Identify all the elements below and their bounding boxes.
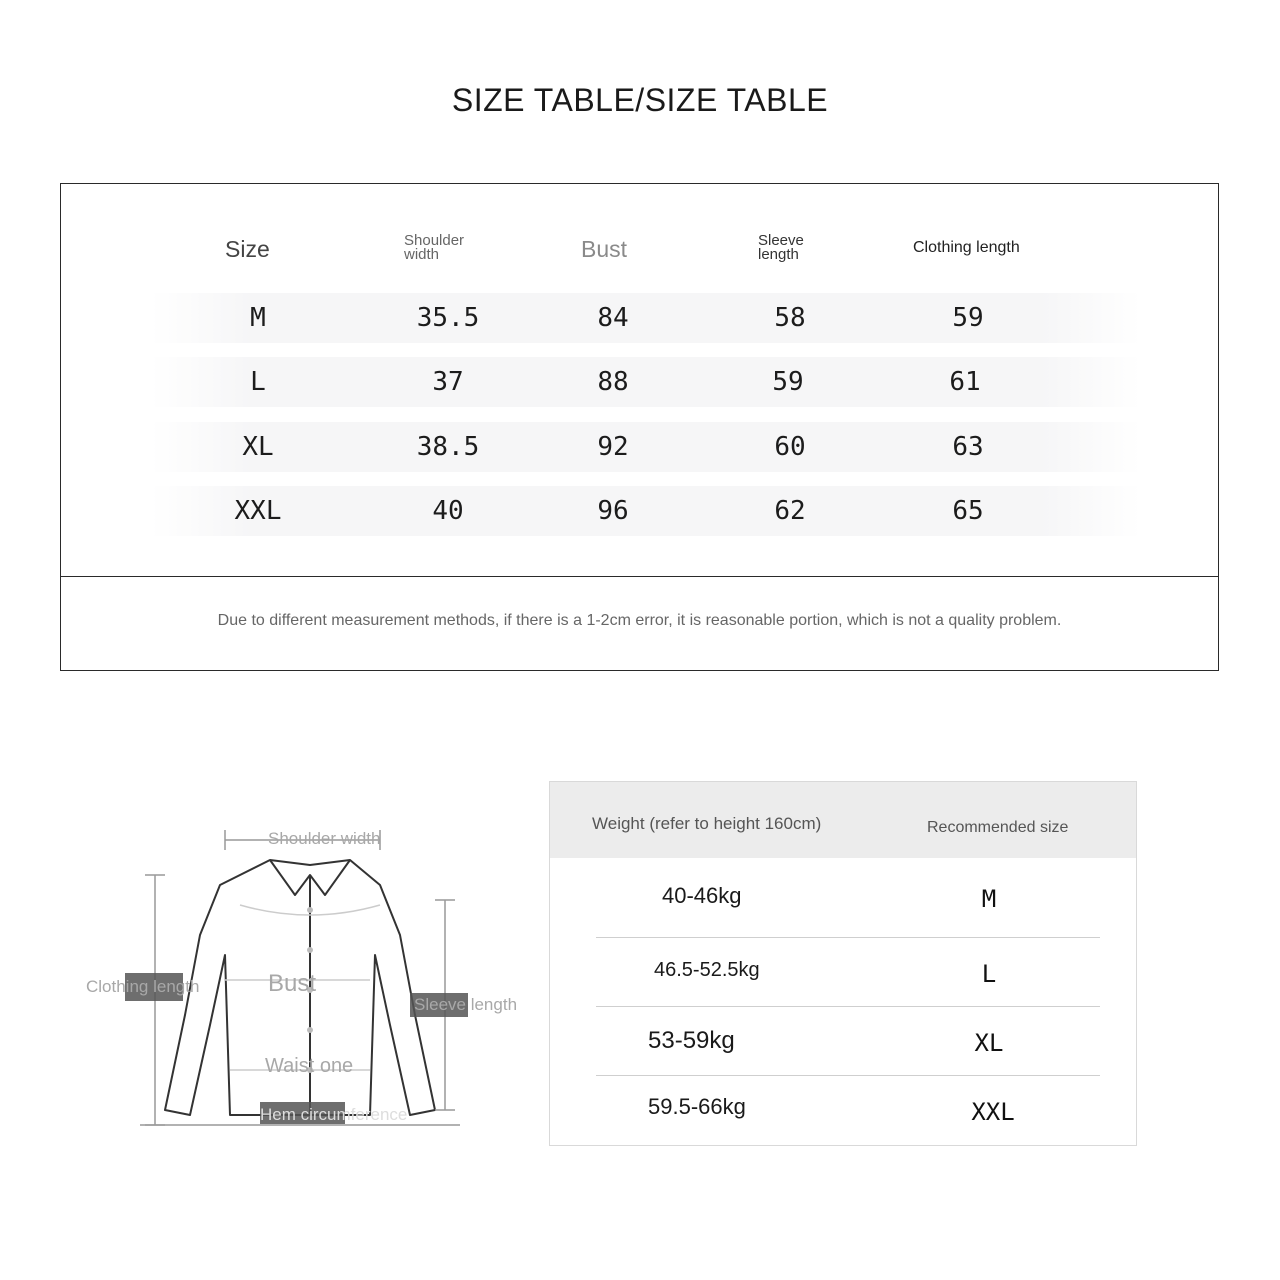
recommendation-header	[550, 782, 1136, 858]
cell-shoulder: 35.5	[416, 303, 480, 333]
measurement-note: Due to different measurement methods, if there is a 1-2cm error, it is reasonable portion, which is not a quality problem.	[217, 612, 1062, 629]
table-row	[151, 293, 1141, 343]
table-divider	[61, 576, 1218, 577]
cell-shoulder: 38.5	[416, 432, 480, 462]
diagram-label-clothing-length: Clothing length	[86, 977, 200, 996]
cell-bust: 92	[597, 432, 629, 462]
recommended-size: XXL	[971, 1098, 1015, 1126]
recommendation-row	[596, 938, 1100, 1007]
page-title: SIZE TABLE/SIZE TABLE	[451, 82, 829, 118]
weight-range: 46.5-52.5kg	[654, 959, 760, 981]
cell-size: XL	[242, 432, 274, 462]
recommendation-row	[596, 1007, 1100, 1076]
diagram-label-shoulder-width: Shoulder width	[268, 829, 381, 848]
header-weight: Weight (refer to height 160cm)	[592, 814, 822, 833]
cell-bust: 96	[597, 496, 629, 526]
cell-sleeve: 59	[772, 367, 804, 397]
header-sleeve-line1: Sleeve	[758, 232, 804, 249]
header-recommended-size: Recommended size	[927, 819, 1069, 836]
diagram-label-sleeve-length: Sleeve length	[414, 995, 518, 1014]
header-clothing-length: Clothing length	[913, 239, 1020, 256]
diagram-label-hem: Hem circumference	[260, 1105, 408, 1124]
diagram-label-bust: Bust	[268, 970, 317, 997]
table-row	[151, 357, 1141, 407]
header-sleeve-line2: length	[758, 246, 799, 263]
cell-length: 61	[949, 367, 981, 397]
header-shoulder-width	[404, 234, 464, 262]
size-recommendation-table	[549, 781, 1137, 1146]
cell-size: XXL	[234, 496, 282, 526]
size-table	[60, 183, 1219, 671]
cell-shoulder: 40	[432, 496, 464, 526]
weight-range: 53-59kg	[648, 1027, 735, 1054]
recommended-size: M	[981, 885, 997, 913]
cell-shoulder: 37	[432, 367, 464, 397]
header-shoulder-line2: width	[404, 246, 440, 263]
table-row	[151, 486, 1141, 536]
cell-size: M	[250, 303, 266, 333]
header-bust: Bust	[581, 236, 628, 262]
cell-length: 59	[952, 303, 984, 333]
header-shoulder-line1: Shoulder	[404, 232, 465, 249]
cell-length: 63	[952, 432, 984, 462]
recommended-size: XL	[974, 1029, 1004, 1057]
recommendation-row	[596, 1076, 1100, 1145]
cell-length: 65	[952, 496, 984, 526]
cell-size: L	[250, 367, 266, 397]
cell-sleeve: 58	[774, 303, 806, 333]
cell-bust: 88	[597, 367, 629, 397]
table-row	[151, 422, 1141, 472]
weight-range: 59.5-66kg	[648, 1094, 746, 1119]
cell-sleeve: 60	[774, 432, 806, 462]
recommended-size: L	[981, 960, 997, 988]
recommendation-row	[596, 869, 1100, 938]
cell-bust: 84	[597, 303, 629, 333]
header-size: Size	[225, 236, 270, 262]
header-sleeve-length	[758, 234, 804, 262]
weight-range: 40-46kg	[662, 883, 742, 908]
cell-sleeve: 62	[774, 496, 806, 526]
diagram-label-waist: Waist one	[265, 1055, 354, 1077]
garment-diagram	[80, 815, 540, 1145]
